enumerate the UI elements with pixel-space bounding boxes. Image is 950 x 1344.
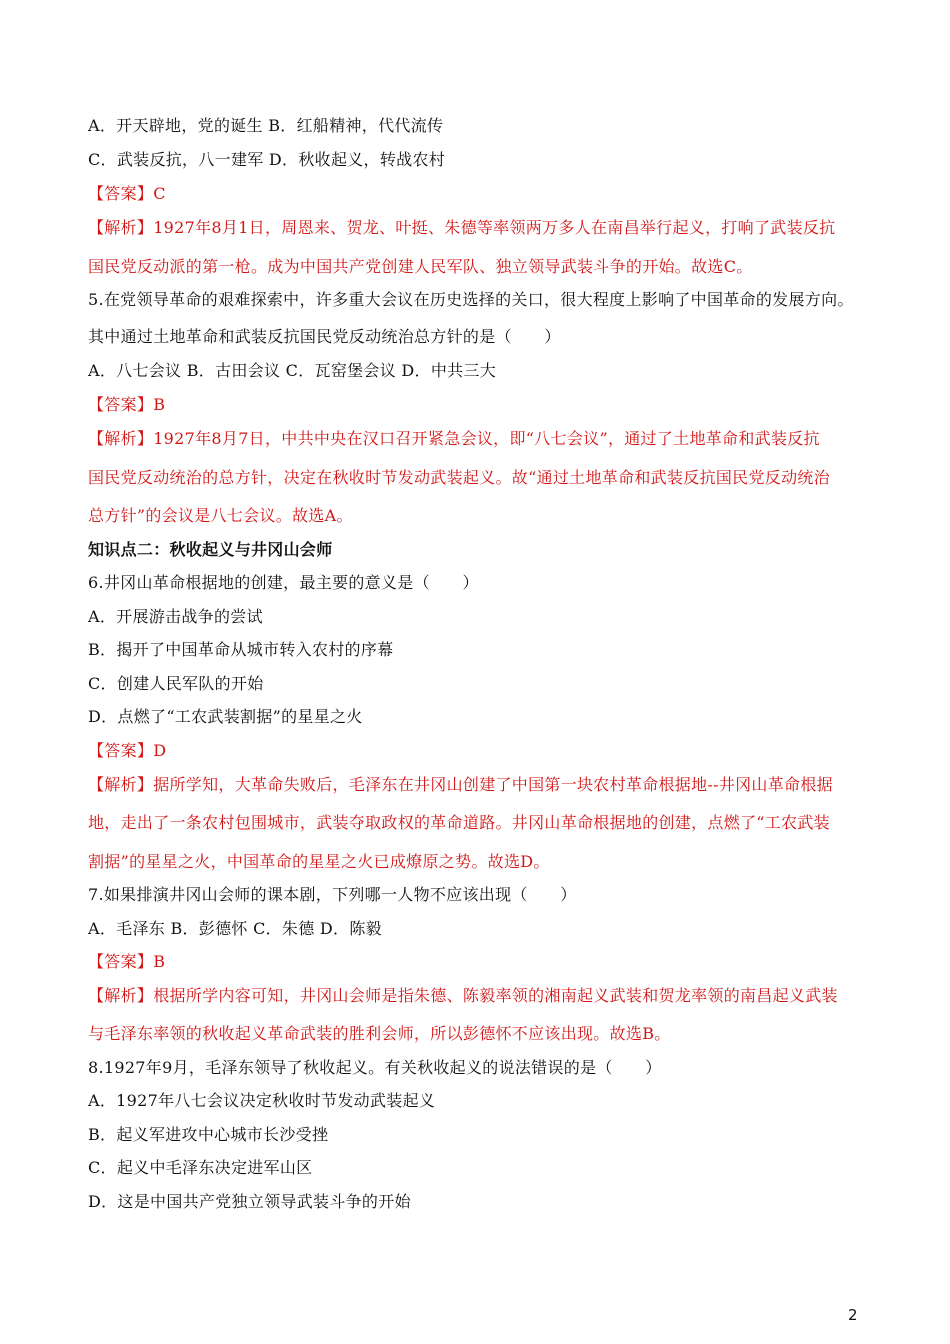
q8-option-b: B．起义军进攻中心城市长沙受挫 xyxy=(88,1125,329,1144)
q5-analysis-line-3: 总方针”的会议是八七会议。故选A。 xyxy=(88,506,353,525)
q4-answer: 【答案】C xyxy=(88,184,166,203)
section-title: 知识点二：秋收起义与井冈山会师 xyxy=(88,540,333,559)
q4-analysis-line-2: 国民党反动派的第一枪。成为中国共产党创建人民军队、独立领导武装斗争的开始。故选C。 xyxy=(88,257,753,276)
q8-stem: 8.1927年9月，毛泽东领导了秋收起义。有关秋收起义的说法错误的是（ ） xyxy=(88,1058,662,1077)
q7-answer: 【答案】B xyxy=(88,952,166,971)
q7-options: A．毛泽东 B．彭德怀 C．朱德 D．陈毅 xyxy=(88,919,382,938)
q7-analysis-line-1: 【解析】根据所学内容可知，井冈山会师是指朱德、陈毅率领的湘南起义武装和贺龙率领的南昌起义武装 xyxy=(88,986,838,1005)
q6-analysis-line-1: 【解析】据所学知，大革命失败后，毛泽东在井冈山创建了中国第一块农村革命根据地--井冈山革命根据 xyxy=(88,775,833,794)
q5-stem-line-1: 5.在党领导革命的艰难探索中，许多重大会议在历史选择的关口，很大程度上影响了中国革命的发展方向。 xyxy=(88,290,854,309)
q7-stem: 7.如果排演井冈山会师的课本剧，下列哪一人物不应该出现（ ） xyxy=(88,885,577,904)
q5-analysis-line-2: 国民党反动统治的总方针，决定在秋收时节发动武装起义。故“通过土地革命和武装反抗国民党反动统治 xyxy=(88,468,830,487)
q7-analysis-line-2: 与毛泽东率领的秋收起义革命武装的胜利会师，所以彭德怀不应该出现。故选B。 xyxy=(88,1024,671,1043)
page-number: 2 xyxy=(848,1306,858,1324)
q5-answer: 【答案】B xyxy=(88,395,166,414)
q5-stem-line-2: 其中通过土地革命和武装反抗国民党反动统治总方针的是（ ） xyxy=(88,327,561,346)
q4-options-ab: A．开天辟地，党的诞生 B．红船精神，代代流传 xyxy=(88,116,444,135)
q6-answer: 【答案】D xyxy=(88,741,167,760)
q4-options-cd: C．武装反抗，八一建军 D．秋收起义，转战农村 xyxy=(88,150,446,169)
q6-analysis-line-2: 地，走出了一条农村包围城市，武装夺取政权的革命道路。井冈山革命根据地的创建，点燃了“工农武装 xyxy=(88,813,830,832)
q8-option-a: A．1927年八七会议决定秋收时节发动武装起义 xyxy=(88,1091,436,1110)
q4-analysis-line-1: 【解析】1927年8月1日，周恩来、贺龙、叶挺、朱德等率领两万多人在南昌举行起义，打响了武装反抗 xyxy=(88,218,836,237)
q8-option-d: D．这是中国共产党独立领导武装斗争的开始 xyxy=(88,1192,411,1211)
q6-option-a: A．开展游击战争的尝试 xyxy=(88,607,263,626)
q6-stem: 6.井冈山革命根据地的创建，最主要的意义是（ ） xyxy=(88,573,479,592)
q6-option-c: C．创建人民军队的开始 xyxy=(88,674,264,693)
q5-analysis-line-1: 【解析】1927年8月7日，中共中央在汉口召开紧急会议，即“八七会议”，通过了土地革命和武装反抗 xyxy=(88,429,820,448)
q8-option-c: C．起义中毛泽东决定进军山区 xyxy=(88,1158,313,1177)
q5-options: A．八七会议 B．古田会议 C．瓦窑堡会议 D．中共三大 xyxy=(88,361,497,380)
q6-analysis-line-3: 割据”的星星之火，中国革命的星星之火已成燎原之势。故选D。 xyxy=(88,852,550,871)
q6-option-d: D．点燃了“工农武装割据”的星星之火 xyxy=(88,707,363,726)
q6-option-b: B．揭开了中国革命从城市转入农村的序幕 xyxy=(88,640,394,659)
